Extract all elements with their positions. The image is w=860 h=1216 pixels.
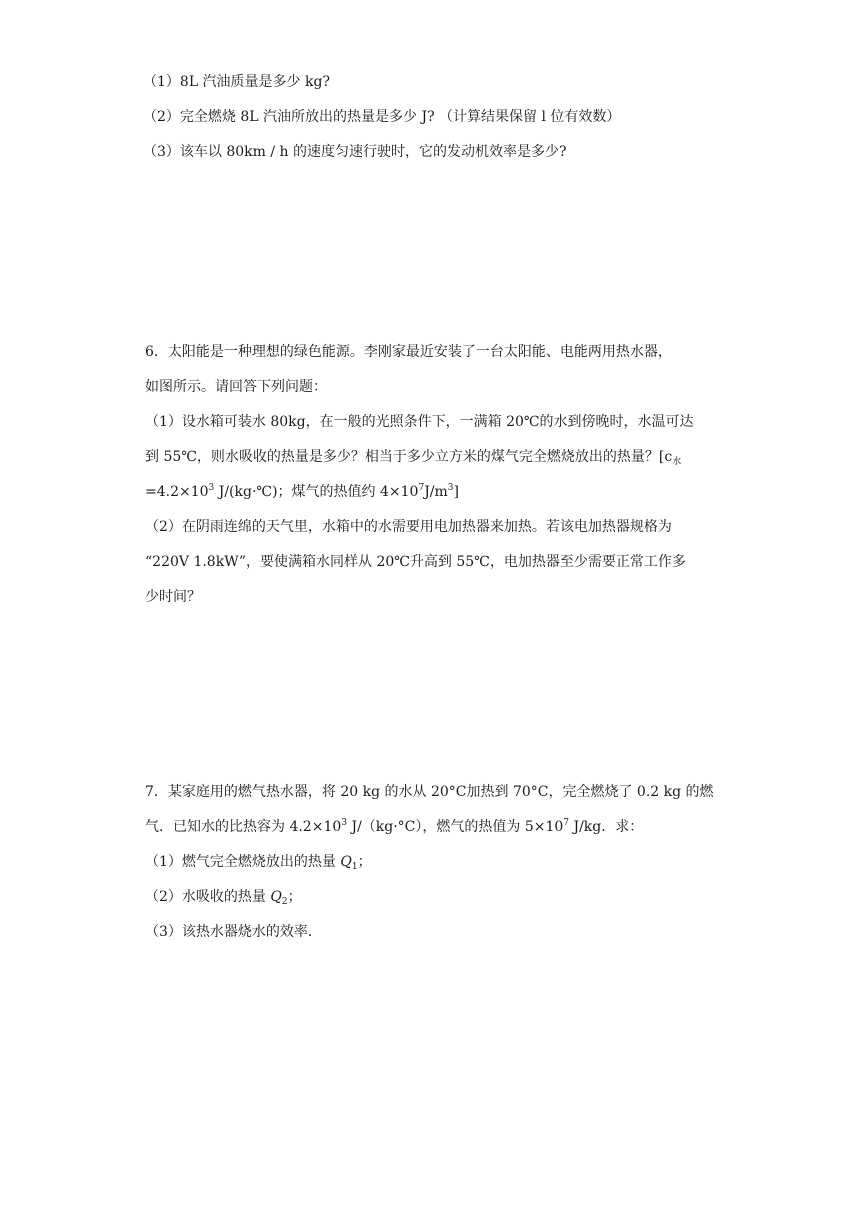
q7-q2-symbol: Q [270,889,282,905]
q6-exp-7: 7 [418,483,425,493]
q5-part3: （3）该车以 80km / h 的速度匀速行驶时，它的发动机效率是多少? [143,144,567,160]
q6-stem-line2: 如图所示。请回答下列问题： [145,379,327,395]
q6-specific-heat: =4.2×10 [145,484,209,500]
q6-part2-line2: “220V 1.8kW”，要使满箱水同样从 20℃升高到 55℃，电加热器至少需要正常工作多 [145,554,686,570]
q6-part1-line2-text: 到 55℃，则水吸收的热量是多少？相当于多少立方米的煤气完全燃烧放出的热量？[c [145,449,673,465]
q7-stem-text-c: J/kg．求： [569,819,644,835]
q6-part2-line1: （2）在阴雨连绵的天气里，水箱中的水需要用电加热器来加热。若该电加热器规格为 [145,519,672,535]
q7-exp-7: 7 [563,818,570,828]
q5-part1: （1）8L 汽油质量是多少 kg? [143,74,330,90]
q7-part3: （3）该热水器烧水的效率． [145,924,322,940]
q7-stem-text-a: 气．已知水的比热容为 4.2×10 [145,819,342,835]
q7-part2-end: ； [287,889,302,905]
q7-part1-text: （1）燃气完全燃烧放出的热量 [145,854,341,870]
q6-exp-m3: 3 [447,483,454,493]
q7-exp-3: 3 [341,818,347,828]
q7-part2-text: （2）水吸收的热量 [145,889,271,905]
q6-part1-line1: （1）设水箱可装水 80kg，在一般的光照条件下，一满箱 20℃的水到傍晚时，水温可达 [145,414,694,430]
q7-part1 [145,852,372,872]
q7-stem-line2 [145,817,643,837]
q7-q1-subscript: 1 [351,862,358,872]
q7-part2 [145,887,302,907]
q7-q2-subscript: 2 [281,897,288,907]
q5-part2: （2）完全燃烧 8L 汽油所放出的热量是多少 J? （计算结果保留 l 位有效数） [143,109,621,125]
q7-stem-text-b: J/（kg·°C），燃气的热值为 5×10 [347,819,564,835]
q6-exp-3: 3 [208,483,215,493]
q6-bracket-close: ] [453,484,459,500]
q6-stem-line1: 6．太阳能是一种理想的绿色能源。李刚家最近安装了一台太阳能、电能两用热水器， [145,344,672,360]
q6-part1-line2 [145,447,681,467]
q6-part2-line3: 少时间？ [145,589,201,605]
q6-c-water-subscript: 水 [672,457,682,467]
q6-heat-value: J/(kg·℃)；煤气的热值约 4×10 [214,484,419,500]
q7-part1-end: ； [357,854,372,870]
q7-stem-line1: 7．某家庭用的燃气热水器，将 20 kg 的水从 20°C加热到 70°C，完全燃烧了 0.2 kg 的燃 [145,784,714,800]
q7-q-symbol: Q [340,854,352,870]
q6-unit: J/m [424,484,448,500]
q6-part1-line3 [145,482,459,502]
